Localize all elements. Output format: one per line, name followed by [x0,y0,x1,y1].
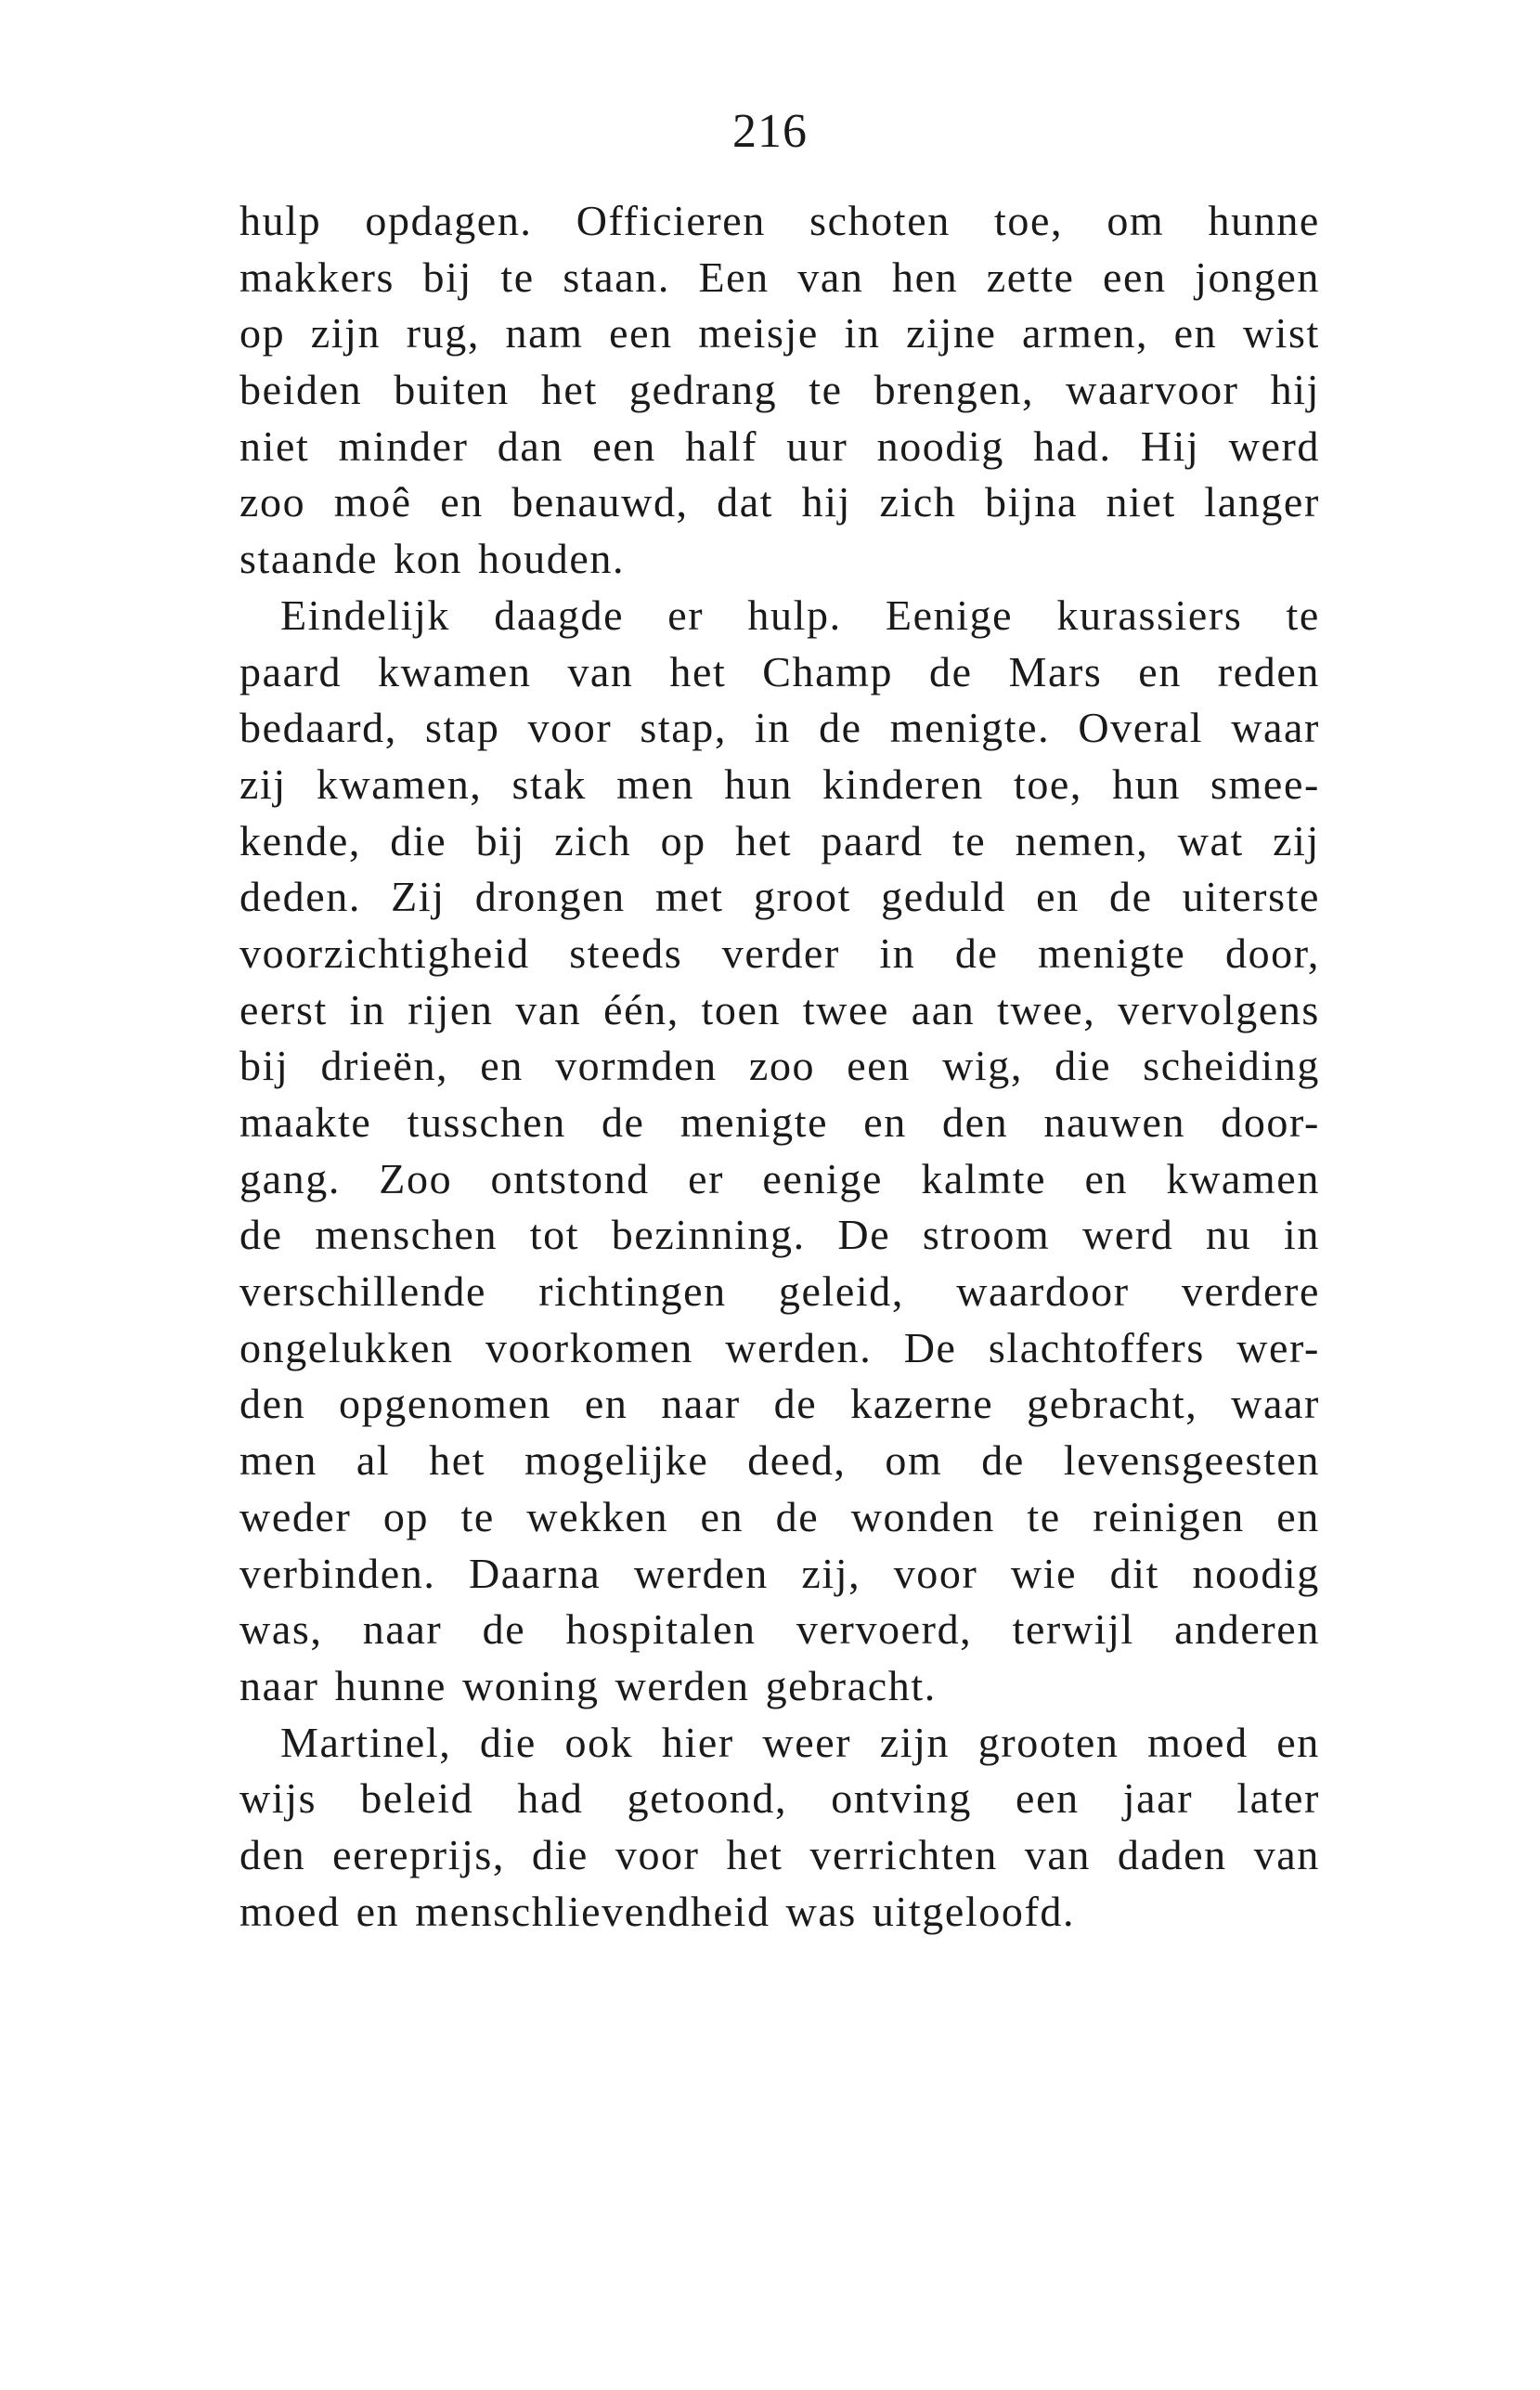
word: door, [1224,929,1320,977]
word: wat [1177,816,1244,864]
word: het [726,1830,783,1878]
word: zoo [748,1042,816,1090]
word: den [239,1830,306,1878]
text-line [239,1489,1320,1546]
word: zoo [239,478,306,526]
text-line [239,1320,1320,1377]
text-line [239,757,1320,813]
word: had. [1033,422,1112,470]
word: in [755,704,791,752]
word: zich [879,478,957,526]
word: hulp. [747,591,842,639]
word: hulp [239,197,322,244]
word: kwamen [1166,1154,1320,1202]
text-line [239,531,1320,588]
text-line [239,700,1320,757]
word: ontstond [490,1154,650,1202]
word: woning [461,1661,600,1709]
word: daagde [494,591,625,639]
word: eenige [762,1154,884,1202]
word: naar [661,1380,741,1428]
word: kazerne [850,1380,994,1428]
word: rug, [406,309,480,357]
word: van [567,647,634,695]
word: later [1236,1774,1320,1823]
word: de [1108,873,1153,921]
text-line [239,193,1320,250]
word: tot [529,1211,580,1259]
text-line [239,1658,1320,1715]
word: makkers [239,253,395,301]
word: toen [701,985,782,1033]
word: Eindelijk [280,591,451,639]
word: dat [717,478,774,526]
word: slachtoffers [988,1323,1205,1371]
word: nam [505,309,584,357]
text-line [239,926,1320,982]
word: bij [239,1042,290,1090]
word: en [1036,873,1080,921]
word: waar [1231,704,1320,752]
word: werden [615,1661,750,1709]
page-number: 216 [732,105,808,158]
word: toe, [994,197,1064,244]
word: en [1173,309,1218,357]
word: meisje [698,309,819,357]
word: op [660,816,706,864]
word: paard [239,647,343,695]
word: wonden [850,1492,995,1540]
word: was [785,1887,857,1935]
word: bezinning. [611,1211,806,1259]
word: kalmte [921,1154,1047,1202]
word: hunne [334,1661,446,1709]
word: te [1286,591,1320,639]
word: beiden [239,366,363,414]
text-line [239,1095,1320,1151]
word: verdere [1181,1267,1320,1316]
word: stak [511,760,588,808]
text-line [239,1433,1320,1489]
word: het [735,816,793,864]
word: eerst [239,985,328,1033]
word: en [863,1098,907,1146]
word: vervolgens [1118,985,1320,1033]
word: groot [753,873,851,921]
word: gebracht, [1027,1380,1198,1428]
word: hier [661,1718,734,1766]
word: menigte [1038,929,1186,977]
word: en [440,478,484,526]
text-line [239,1884,1320,1941]
word: het [429,1436,486,1485]
word: Martinel, [280,1718,452,1766]
word: werden. [725,1323,873,1371]
word: naar [239,1661,319,1709]
text-line [239,1827,1320,1884]
word: rijen [408,985,494,1033]
word: in [349,985,386,1033]
word: de [601,1098,645,1146]
word: noodig [1192,1549,1320,1597]
word: jongen [1195,253,1320,301]
word: en [1276,1492,1320,1540]
word: De [837,1211,891,1259]
text-line [239,362,1320,419]
word: den [239,1380,306,1428]
text-line [239,1207,1320,1264]
word: toe, [1013,760,1083,808]
word: waardoor [956,1267,1130,1316]
word: smee- [1210,760,1320,808]
word: voor [527,704,613,752]
word: reinigen [1093,1492,1245,1540]
word: en [356,1887,400,1935]
word: het [669,647,727,695]
word: deden. [239,873,361,921]
word: dit [1109,1549,1160,1597]
word: houden. [477,535,626,583]
word: menigte [679,1098,829,1146]
word: mogelijke [524,1436,709,1485]
word: wijs [239,1774,317,1823]
word: uiterste [1182,873,1320,921]
word: de [981,1436,1025,1485]
word: zijn [879,1718,951,1766]
word: zij [239,760,287,808]
word: benauwd, [511,478,689,526]
text-line [239,474,1320,531]
word: ontving [831,1774,972,1823]
word: die [479,1718,537,1766]
word: ook [564,1718,634,1766]
word: en [1276,1718,1320,1766]
word: de [773,1380,818,1428]
word: om [1106,197,1165,244]
text-line [239,644,1320,701]
word: steeds [569,929,683,977]
word: werd [1082,1211,1174,1259]
word: Mars [1008,647,1103,695]
word: Hij [1140,422,1200,470]
text-line [239,1264,1320,1320]
word: weder [239,1492,352,1540]
word: beleid [360,1774,474,1823]
word: nauwen [1043,1098,1186,1146]
word: kwamen [378,647,532,695]
text-line [239,1151,1320,1208]
word: die [531,1830,589,1878]
word: brengen, [874,366,1035,414]
word: kende, [239,816,361,864]
word: eereprijs, [332,1830,505,1878]
word: Eenige [885,591,1014,639]
word: hij [1270,366,1320,414]
word: kurassiers [1056,591,1243,639]
word: Zij [391,873,446,921]
word: in [1283,1211,1320,1259]
word: te [500,253,535,301]
word: zette [986,253,1075,301]
word: De [903,1323,957,1371]
text-line [239,250,1320,306]
word: de [954,929,999,977]
word: een [592,422,656,470]
word: Zoo [379,1154,453,1202]
text-line [239,1546,1320,1603]
word: moê [333,478,412,526]
word: hun [1112,760,1181,808]
word: vormden [555,1042,718,1090]
word: wie [1010,1549,1078,1597]
word: werd [1228,422,1320,470]
word: die [1055,1042,1112,1090]
word: hospitalen [565,1605,757,1654]
word: en [1138,647,1182,695]
word: Een [698,253,770,301]
word: den [942,1098,1009,1146]
word: die [390,816,447,864]
word: buiten [394,366,510,414]
word: had [517,1774,584,1823]
word: al [356,1436,391,1485]
word: en [700,1492,744,1540]
word: bij [422,253,472,301]
word: verschillende [239,1267,487,1316]
word: voor [615,1830,700,1878]
text-line [239,869,1320,926]
word: zijne [906,309,997,357]
word: aan [911,985,976,1033]
word: geleid, [778,1267,905,1316]
word: noodig [876,422,1004,470]
word: gebracht. [765,1661,937,1709]
word: langer [1204,478,1320,526]
text-line [239,305,1320,362]
word: paard [821,816,924,864]
word: waar [1231,1380,1320,1428]
word: richtingen [538,1267,727,1316]
word: bij [475,816,525,864]
word: stap, [640,704,727,752]
word: hij [801,478,851,526]
word: wer- [1236,1323,1320,1371]
word: door- [1221,1098,1320,1146]
word: naar [362,1605,443,1654]
word: men [616,760,695,808]
word: armen, [1022,309,1149,357]
text-line [239,813,1320,870]
word: wekken [526,1492,669,1540]
word: een [847,1042,911,1090]
word: tusschen [407,1098,566,1146]
word: reden [1217,647,1320,695]
word: drongen [474,873,626,921]
text-line [239,1715,1320,1772]
word: gang. [239,1154,341,1202]
word: hunne [1208,197,1320,244]
text-line [239,419,1320,475]
word: grooten [977,1718,1119,1766]
word: maakte [239,1098,372,1146]
word: voor [893,1549,978,1597]
word: hun [724,760,794,808]
word: een [1016,1774,1080,1823]
text-line [239,1602,1320,1658]
word: Overal [1078,704,1204,752]
word: kwamen, [316,760,483,808]
word: menigte. [889,704,1051,752]
word: van [1253,1830,1320,1878]
word: zijn [310,309,382,357]
word: getoond, [627,1774,788,1823]
word: op [382,1492,430,1540]
word: bijna [984,478,1078,526]
word: op [239,309,286,357]
word: er [667,591,705,639]
word: scheiding [1143,1042,1320,1090]
word: twee [802,985,890,1033]
word: stap [424,704,500,752]
word: de [819,704,862,752]
text-line [239,1038,1320,1095]
word: half [685,422,758,470]
word: opgenomen [339,1380,552,1428]
word: bedaard, [239,704,397,752]
word: in [844,309,881,357]
word: jaar [1122,1774,1194,1823]
word: de [239,1211,283,1259]
word: moed [1147,1718,1249,1766]
word: weer [762,1718,852,1766]
word: moed [239,1887,341,1935]
word: de [929,647,973,695]
word: kon [394,535,462,583]
word: en [584,1380,628,1428]
word: ongelukken [239,1323,454,1371]
word: kinderen [822,760,984,808]
word: deed, [747,1436,847,1485]
word: was, [239,1605,323,1654]
word: te [1027,1492,1061,1540]
word: waarvoor [1066,366,1239,414]
word: wist [1242,309,1320,357]
word: levensgeesten [1063,1436,1320,1485]
word: schoten [809,197,951,244]
word: minder [338,422,469,470]
word: werden [633,1549,769,1597]
word: verbinden. [239,1549,436,1597]
word: de [482,1605,526,1654]
word: wig, [942,1042,1023,1090]
word: één, [603,985,679,1033]
word: menschlievendheid [415,1887,770,1935]
word: in [879,929,916,977]
word: zich [554,816,632,864]
word: Officieren [576,197,766,244]
word: geduld [881,873,1006,921]
word: verder [721,929,840,977]
word: stroom [922,1211,1051,1259]
word: terwijl [1012,1605,1134,1654]
word: een [609,309,673,357]
word: menschen [315,1211,498,1259]
word: een [1103,253,1167,301]
word: opdagen. [365,197,533,244]
word: anderen [1174,1605,1320,1654]
word: drieën, [320,1042,449,1090]
word: nemen, [1015,816,1149,864]
word: gedrang [628,366,778,414]
word: Champ [762,647,894,695]
word: niet [1106,478,1176,526]
word: zij, [801,1549,861,1597]
text-line [239,1376,1320,1433]
word: voorzichtigheid [239,929,530,977]
word: het [540,366,598,414]
word: uitgeloofd. [872,1887,1076,1935]
word: daden [1117,1830,1227,1878]
word: te [460,1492,495,1540]
word: verrichten [809,1830,998,1878]
word: niet [239,422,310,470]
word: om [885,1436,943,1485]
word: dan [497,422,563,470]
text-line [239,982,1320,1039]
word: er [688,1154,725,1202]
text-line [239,588,1320,644]
word: twee, [997,985,1096,1033]
word: de [775,1492,820,1540]
word: en [480,1042,524,1090]
word: te [951,816,987,864]
word: Daarna [468,1549,602,1597]
word: voorkomen [485,1323,693,1371]
word: uur [786,422,848,470]
word: van [515,985,582,1033]
word: van [1024,1830,1091,1878]
text-line [239,1771,1320,1827]
word: men [239,1436,317,1485]
word: staan. [563,253,670,301]
word: nu [1206,1211,1252,1259]
word: met [654,873,724,921]
body-text [239,193,1320,1940]
word: te [809,366,843,414]
word: hen [892,253,959,301]
word: vervoerd, [796,1605,973,1654]
word: zij [1273,816,1320,864]
word: staande [239,535,379,583]
word: en [1084,1154,1129,1202]
word: van [797,253,864,301]
